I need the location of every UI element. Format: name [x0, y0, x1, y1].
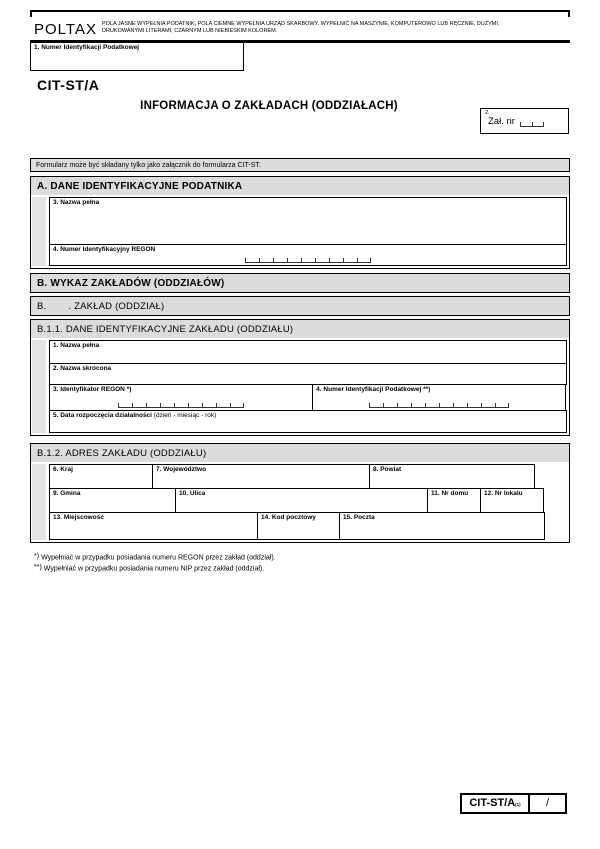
field-b11-regon[interactable]: [49, 384, 313, 411]
section-b12-heading: B.1.2. ADRES ZAKŁADU (ODDZIAŁU): [31, 444, 569, 462]
field-row-regon-nip: [49, 384, 567, 411]
field-kraj-label: 6. Kraj: [53, 466, 73, 473]
filling-instructions-line1: POLA JASNE WYPEŁNIA PODATNIK, POLA CIEMNE WYPEŁNIA URZĄD SKARBOWY. WYPEŁNIĆ NA MASZYNIE, KOMPUTEROWO LUB RĘCZNIE, DUŻYMI,: [102, 21, 500, 27]
footnotes: [34, 552, 570, 575]
footnote-nip-text: Wypełniać w przypadku posiadania numeru NIP przez zakład (oddział).: [43, 565, 265, 573]
footer-page-indicator: /: [545, 797, 550, 809]
field-ulica-label: 10. Ulica: [179, 490, 206, 497]
field-nr-domu[interactable]: [427, 488, 481, 513]
section-b12: [30, 443, 570, 543]
field-nazwa-pelna-label: 3. Nazwa pełna: [53, 199, 100, 206]
section-b-unit-heading: [31, 297, 569, 315]
field-nr-lokalu-label: 12. Nr lokalu: [484, 490, 523, 497]
field-b11-data-rozpoczecia[interactable]: [49, 410, 567, 433]
field-regon-podatnika[interactable]: [49, 244, 567, 266]
field-nr-lokalu[interactable]: [480, 488, 544, 513]
field-kraj[interactable]: [49, 464, 153, 489]
field-miejscowosc[interactable]: [49, 512, 258, 540]
field-poczta[interactable]: [339, 512, 545, 540]
filling-instructions-line2: DRUKOWANYMI LITERAMI, CZARNYM LUB NIEBIESKIM KOLOREM.: [102, 27, 278, 34]
field-b11-nazwa-skrocona-label: 2. Nazwa skrócona: [53, 365, 112, 372]
b11-nip-comb: [369, 403, 509, 408]
footer-form-id: [460, 793, 567, 814]
page-title: INFORMACJA O ZAKŁADACH (ODDZIAŁACH): [140, 100, 398, 112]
field-kod-pocztowy-label: 14. Kod pocztowy: [261, 514, 316, 521]
field-poczta-label: 15. Poczta: [343, 514, 375, 521]
regon-comb: [245, 258, 371, 263]
footnote-regon: [34, 552, 570, 564]
form-header: [30, 18, 570, 38]
field-b11-nip-label: 4. Numer Identyfikacji Podatkowej **): [316, 386, 431, 393]
field-b11-data-label-bold: 5. Data rozpoczęcia działalności: [53, 412, 152, 419]
filling-instructions: [102, 18, 570, 35]
section-b11-heading: B.1.1. DANE IDENTYFIKACYJNE ZAKŁADU (ODDZIAŁU): [31, 320, 569, 338]
section-b-unit[interactable]: [30, 296, 570, 316]
form-body: [30, 0, 570, 575]
address-row-1: [49, 464, 567, 489]
section-b-heading: B. WYKAZ ZAKŁADÓW (ODDZIAŁÓW): [31, 274, 569, 292]
b11-regon-comb: [118, 403, 244, 408]
field-powiat[interactable]: [369, 464, 535, 489]
footnote-nip: [34, 563, 570, 575]
section-b11: [30, 319, 570, 436]
address-row-2: [49, 488, 567, 513]
section-a-body: [31, 195, 569, 268]
section-b12-body: [31, 462, 569, 542]
field-gmina[interactable]: [49, 488, 176, 513]
field-b11-nazwa-pelna-label: 1. Nazwa pełna: [53, 342, 100, 349]
field-powiat-label: 8. Powiat: [373, 466, 402, 473]
field-wojewodztwo[interactable]: [152, 464, 370, 489]
field-b11-nazwa-skrocona[interactable]: [49, 363, 567, 385]
field-ulica[interactable]: [175, 488, 428, 513]
section-a-heading: A. DANE IDENTYFIKACYJNE PODATNIKA: [31, 177, 569, 195]
footnote-regon-text: Wypełniać w przypadku posiadania numeru REGON przez zakład (oddział).: [41, 554, 276, 561]
address-row-3: [49, 512, 567, 540]
attachment-number-comb: [520, 122, 544, 127]
field-gmina-label: 9. Gmina: [53, 490, 81, 497]
field-b11-nazwa-pelna[interactable]: [49, 340, 567, 364]
field-b11-regon-label: 3. Identyfikator REGON *): [53, 386, 132, 393]
page-frame: [30, 10, 570, 17]
notice-bar: Formularz może być składany tylko jako załącznik do formularza CIT-ST.: [30, 158, 570, 172]
section-a: [30, 176, 570, 269]
field-nr-domu-label: 11. Nr domu: [431, 490, 469, 497]
poltax-logo: POLTAX: [34, 21, 97, 38]
field-b11-data-label: [50, 411, 566, 420]
field-regon-label: 4. Numer Identyfikacyjny REGON: [53, 246, 156, 253]
footnote-nip-marker: **): [34, 564, 42, 571]
field-kod-pocztowy[interactable]: [257, 512, 340, 540]
field-miejscowosc-label: 13. Miejscowość: [53, 514, 104, 521]
field-nazwa-pelna-podatnika[interactable]: [49, 197, 567, 245]
field-wojewodztwo-label: 7. Województwo: [156, 466, 207, 473]
attachment-number-field[interactable]: [480, 108, 569, 134]
footer-form-code: [462, 795, 530, 812]
attachment-field-number: 2.: [485, 110, 490, 116]
field-b11-data-hint: (dzień - miesiąc - rok): [153, 412, 217, 419]
footer-form-code-text: CIT-ST/A: [469, 797, 516, 809]
nip-field[interactable]: [30, 43, 244, 71]
footnote-regon-marker: *): [34, 552, 40, 560]
unit-suffix: . ZAKŁAD (ODDZIAŁ): [68, 300, 165, 312]
form-code: CIT-ST/A: [37, 77, 100, 93]
section-b11-body: [31, 338, 569, 435]
attachment-field-label: Zał. nr: [488, 116, 515, 127]
footer-form-code-sub: (1): [515, 802, 521, 807]
unit-prefix: B.: [37, 300, 47, 312]
field-b11-nip[interactable]: [312, 384, 566, 411]
nip-field-label: 1. Numer Identyfikacji Podatkowej: [34, 44, 140, 51]
section-b: [30, 273, 570, 293]
